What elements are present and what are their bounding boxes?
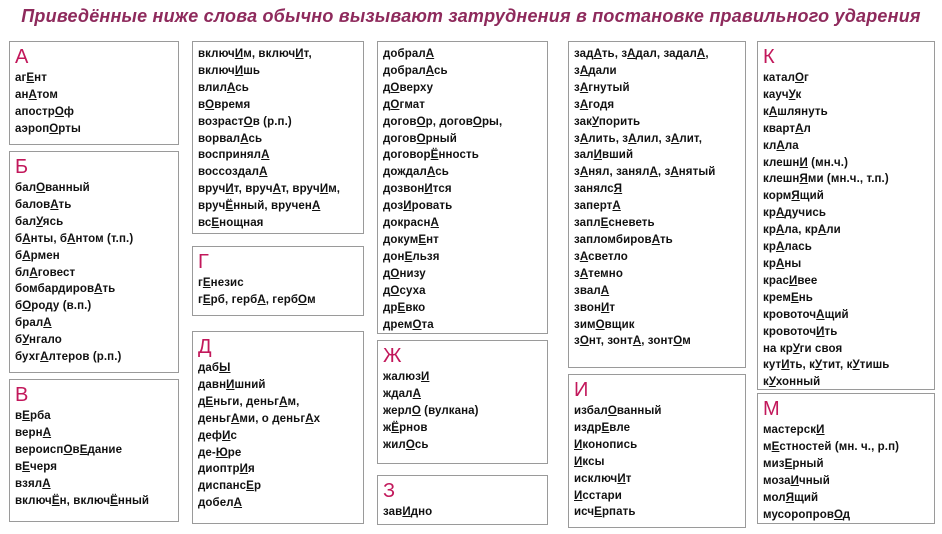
word-entry: зАтемно (574, 267, 623, 280)
word-entry: добралА (383, 48, 435, 60)
word-entry: диоптрИя (198, 463, 255, 476)
word-entry: крАны (763, 257, 802, 270)
word-entry: красИвее (763, 274, 818, 287)
word-entry: гЕрб, гербА, гербОм (198, 293, 316, 306)
word-entry: молЯщий (763, 491, 819, 504)
word-entry: кровоточАщий (763, 308, 849, 321)
word-entry: баловАть (15, 198, 72, 211)
word-entry: балУясь (15, 215, 64, 228)
word-entry: мусоропровОд (763, 508, 851, 521)
word-entry: кутИть, кУтит, кУтишь (763, 359, 890, 372)
word-entry: жЁрнов (383, 421, 428, 434)
word-entry: воссоздалА (198, 166, 268, 179)
word-entry: зАгодя (574, 98, 615, 111)
box-g (192, 246, 364, 316)
word-entry: добралАсь (383, 64, 448, 77)
word-entry: клешнИ (мн.ч.) (763, 156, 849, 169)
word-entry: дОверху (383, 81, 434, 94)
word-entry: дОгмат (383, 98, 426, 111)
box-k (757, 41, 935, 390)
word-entry: кремЕнь (763, 291, 813, 304)
word-entry: зАлить, зАлил, зАлит, (574, 132, 703, 145)
word-entry: вернА (15, 426, 52, 439)
word-entry: дЕньги, деньгАм, (198, 395, 300, 408)
word-entry: аэропОрты (15, 122, 81, 135)
word-entry: бАнты, бАнтом (т.п.) (15, 232, 134, 245)
word-entry: мозаИчный (763, 474, 830, 487)
word-entry: бухгАлтеров (р.п.) (15, 351, 122, 364)
box-zh (377, 340, 548, 464)
word-entry: гЕнезис (198, 277, 244, 289)
word-entry: жерлО (вулкана) (383, 404, 479, 417)
word-entry: кровоточИть (763, 325, 838, 338)
word-entry: зАнял, занялА, зАнятый (574, 166, 716, 179)
word-entry: включЁн, включЁнный (15, 494, 150, 507)
word-entry: дрЕвко (383, 301, 426, 314)
section-letter: Ж (383, 345, 402, 367)
word-entry: запломбировАть (574, 233, 673, 246)
word-entry: агЕнт (15, 72, 47, 84)
box-a (9, 41, 179, 145)
word-entry: мизЕрный (763, 457, 824, 470)
word-entry: квартАл (763, 122, 811, 135)
box-d-continued (377, 41, 548, 334)
word-entry: ворвалАсь (198, 132, 263, 145)
word-entry: клешнЯми (мн.ч., т.п.) (763, 173, 889, 186)
page-title: Приведённые ниже слова обычно вызывают затруднения в постановке правильного ударения (21, 6, 921, 26)
word-entry: бОроду (в.п.) (15, 300, 92, 313)
word-entry: бомбардировАть (15, 283, 116, 296)
word-entry: договорЁнность (383, 149, 479, 162)
word-entry: Иконопись (574, 438, 638, 451)
word-entry: блАговест (15, 266, 76, 279)
word-entry: звалА (574, 284, 610, 297)
word-entry: задАть, зАдал, задалА, (574, 48, 709, 60)
word-entry: крАла, крАли (763, 224, 841, 237)
word-entry: включИм, включИт, (198, 48, 312, 60)
word-entry: бАрмен (15, 249, 60, 262)
word-entry: исключИт (574, 472, 632, 485)
section-letter: Б (15, 156, 29, 178)
word-entry: де-Юре (198, 446, 242, 459)
word-entry: донЕльзя (383, 250, 440, 263)
word-entry: дефИс (198, 429, 237, 442)
box-v (9, 379, 179, 522)
box-i (568, 374, 746, 528)
word-entry: залИвший (574, 149, 634, 162)
word-entry: дОнизу (383, 267, 426, 280)
word-entry: заплЕсневеть (574, 217, 655, 230)
word-entry: дозвонИтся (383, 183, 452, 196)
box-b (9, 151, 179, 373)
word-entry: балОванный (15, 182, 90, 194)
word-entry: вЕрба (15, 410, 51, 422)
word-entry: звонИт (574, 301, 616, 314)
word-entry: на крУги своя (763, 342, 843, 355)
word-entry: зАдали (574, 64, 617, 77)
word-entry: докраснА (383, 217, 439, 230)
word-entry: клАла (763, 139, 799, 152)
section-letter: Г (198, 251, 209, 273)
word-entry: добелА (198, 497, 243, 510)
word-entry: крАдучись (763, 207, 827, 220)
word-entry: занялсЯ (574, 183, 623, 196)
word-entry: исчЕрпать (574, 506, 636, 519)
word-entry: зимОвщик (574, 318, 635, 331)
word-entry: вручИт, вручАт, вручИм, (198, 183, 341, 196)
word-entry: запертА (574, 200, 621, 213)
section-letter: К (763, 46, 775, 68)
word-entry: дождалАсь (383, 166, 449, 179)
word-entry: кормЯщий (763, 190, 824, 203)
box-z (377, 475, 548, 525)
word-entry: ждалА (383, 387, 421, 400)
word-entry: вЕчеря (15, 460, 58, 473)
word-entry: вОвремя (198, 98, 251, 111)
word-entry: каталОг (763, 72, 809, 84)
word-entry: диспансЕр (198, 480, 262, 493)
word-entry: Иксы (574, 455, 605, 468)
word-entry: Исстари (574, 489, 622, 502)
box-z-continued (568, 41, 746, 368)
word-entry: дОсуха (383, 284, 426, 297)
word-entry: мастерскИ (763, 424, 825, 436)
word-entry: влилАсь (198, 81, 249, 94)
word-entry: деньгАми, о деньгАх (198, 412, 321, 425)
word-entry: избалОванный (574, 405, 662, 417)
word-entry: давнИшний (198, 378, 266, 391)
word-entry: дозИровать (383, 200, 453, 213)
word-entry: возрастОв (р.п.) (198, 115, 292, 128)
word-entry: всЕнощная (198, 217, 264, 230)
word-entry: каучУк (763, 88, 802, 101)
section-letter: М (763, 398, 780, 420)
word-entry: жилОсь (383, 438, 429, 451)
word-entry: взялА (15, 477, 51, 490)
section-letter: В (15, 384, 29, 406)
box-m (757, 393, 935, 524)
word-entry: включИшь (198, 64, 261, 77)
box-v-continued (192, 41, 364, 234)
word-entry: бУнгало (15, 334, 62, 347)
word-entry: бралА (15, 317, 52, 330)
word-entry: вероиспОвЕдание (15, 443, 123, 456)
word-entry: зАсветло (574, 250, 628, 263)
section-letter: З (383, 480, 396, 502)
word-entry: закУпорить (574, 115, 641, 128)
word-entry: завИдно (383, 506, 433, 518)
word-entry: кУхонный (763, 376, 821, 389)
word-entry: зАгнутый (574, 81, 630, 94)
word-entry: вручЁнный, врученА (198, 200, 321, 213)
word-entry: апострОф (15, 105, 75, 118)
word-entry: договОрный (383, 132, 457, 145)
word-entry: зОнт, зонтА, зонтОм (574, 335, 691, 348)
word-entry: кАшлянуть (763, 105, 828, 118)
word-entry: крАлась (763, 241, 812, 254)
word-entry: договОр, договОры, (383, 115, 503, 128)
word-entry: дремОта (383, 318, 434, 331)
word-entry: издрЕвле (574, 421, 631, 434)
word-entry: мЕстностей (мн. ч., р.п) (763, 440, 900, 453)
word-entry: жалюзИ (383, 371, 430, 383)
word-entry: докумЕнт (383, 233, 439, 246)
section-letter: А (15, 46, 29, 68)
word-entry: воспринялА (198, 149, 270, 162)
box-d (192, 331, 364, 524)
word-entry: дабЫ (198, 362, 231, 374)
section-letter: Д (198, 336, 212, 358)
word-entry: анАтом (15, 88, 58, 101)
section-letter: И (574, 379, 589, 401)
